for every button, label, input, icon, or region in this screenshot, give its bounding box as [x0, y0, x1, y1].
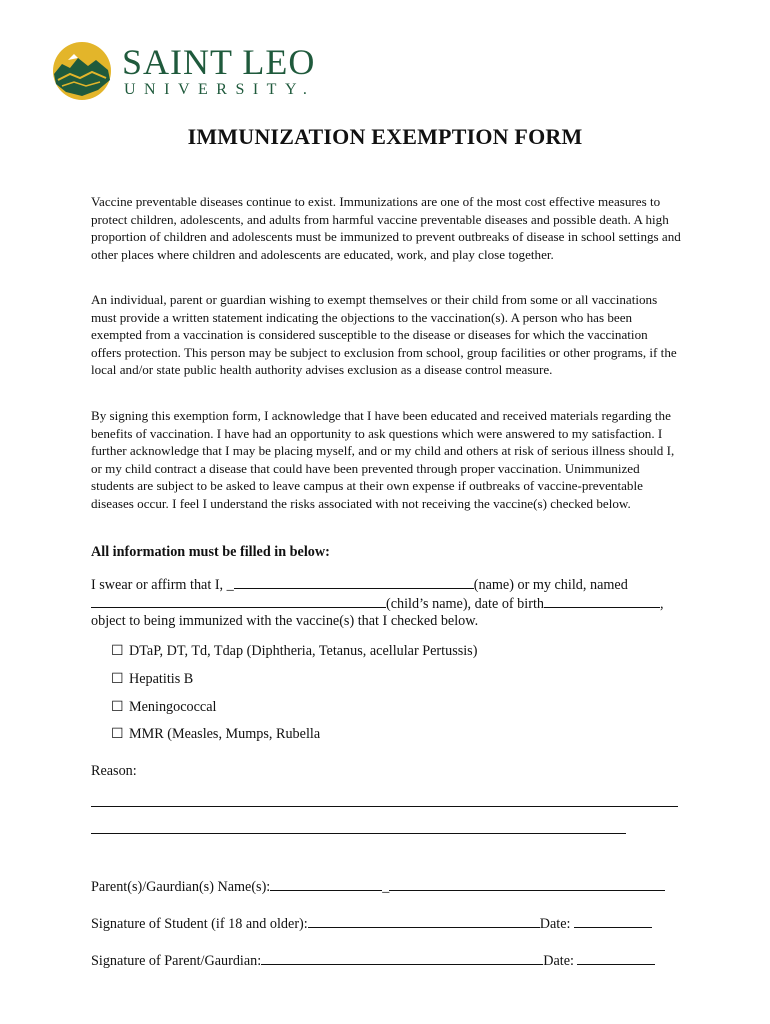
oath-line-3 [91, 612, 691, 631]
oath-text-3: (child’s name), date of birth [386, 596, 544, 612]
acknowledgement-paragraph: By signing this exemption form, I acknowledge that I have been educated and received materials regarding the benefits of vaccination. I have had an opportunity to ask questions which were answered to my satisfaction. I further acknowledge that I may be placing myself, and or my child and others at risk of serious illness should I, or my child contract a disease that could have been prevented through proper vaccination. Unimmunized students are subject to be asked to leave campus at their own expense if outbreaks of vaccine-preventable diseases occur. I feel I understand the risks associated with not receiving the vaccine(s) checked below. [91, 408, 675, 511]
date-of-birth-field[interactable] [544, 593, 660, 608]
checkbox-icon[interactable]: ☐ [111, 671, 124, 687]
reason-line-1[interactable] [91, 806, 678, 807]
parent-date-label: Date: [543, 953, 574, 969]
student-signature-field[interactable] [308, 913, 540, 928]
vaccine-label: DTaP, DT, Td, Tdap (Diphtheria, Tetanus, acellular Pertussis) [129, 643, 478, 659]
guardian-names-row [91, 876, 665, 896]
guardian-names-field-1[interactable] [270, 876, 382, 891]
saint-leo-emblem-icon [48, 40, 120, 102]
oath-text-1: I swear or affirm that I, _ [91, 577, 234, 593]
child-name-field[interactable] [91, 593, 386, 608]
guardian-names-field-2[interactable] [389, 876, 665, 891]
vaccine-option-meningococcal[interactable] [111, 699, 216, 716]
vaccine-option-mmr[interactable] [111, 726, 320, 743]
student-date-field[interactable] [574, 913, 652, 928]
student-signature-row [91, 913, 652, 933]
name-field[interactable] [234, 574, 474, 589]
parent-date-field[interactable] [577, 950, 655, 965]
vaccine-label: MMR (Measles, Mumps, Rubella [129, 726, 321, 742]
oath-line-2 [91, 593, 691, 614]
logo-subtitle: UNIVERSITY. [124, 81, 316, 98]
checkbox-icon[interactable]: ☐ [111, 726, 124, 742]
vaccine-label: Hepatitis B [129, 671, 194, 687]
logo-name: SAINT LEO [122, 42, 316, 82]
vaccine-option-hepatitis-b[interactable] [111, 671, 193, 688]
logo-wordmark [122, 44, 315, 100]
university-logo [48, 40, 316, 102]
parent-signature-field[interactable] [261, 950, 543, 965]
guardian-names-separator: _ [382, 879, 390, 895]
reason-label: Reason: [91, 763, 137, 779]
oath-text-2: (name) or my child, named [473, 577, 628, 593]
checkbox-icon[interactable]: ☐ [111, 643, 124, 659]
oath-line-1 [91, 574, 691, 595]
student-date-label: Date: [539, 916, 571, 932]
parent-signature-label: Signature of Parent/Gaurdian: [91, 953, 262, 969]
instruction-heading: All information must be filled in below: [91, 544, 330, 560]
oath-text-4: , [659, 596, 664, 612]
reason-line-2[interactable] [91, 833, 626, 834]
student-signature-label: Signature of Student (if 18 and older): [91, 916, 308, 932]
checkbox-icon[interactable]: ☐ [111, 699, 124, 715]
intro-paragraph: Vaccine preventable diseases continue to exist. Immunizations are one of the most cost effective measures to protect children, adolescents, and adults from harmful vaccine preventable diseases and possible death. A high proportion of children and adolescents must be immunized to prevent outbreaks of disease in school settings and other places where children and adolescents are educated, work, and play close together. [91, 194, 681, 262]
vaccine-option-dtap[interactable] [111, 643, 477, 660]
guardian-names-label: Parent(s)/Gaurdian(s) Name(s): [91, 879, 271, 895]
form-title: IMMUNIZATION EXEMPTION FORM [187, 124, 583, 149]
parent-signature-row [91, 950, 655, 970]
oath-text-5: object to being immunized with the vaccine(s) that I checked below. [91, 613, 479, 629]
exemption-paragraph: An individual, parent or guardian wishing to exempt themselves or their child from some or all vaccinations must provide a written statement indicating the objections to the vaccination(s). A person who has been exempted from a vaccination is considered susceptible to the disease or diseases for which the vaccination offers protection. This person may be subject to exclusion from school, group facilities or other programs, if the local and/or state public health authority advises exclusion as a disease control measure. [91, 292, 677, 378]
vaccine-label: Meningococcal [129, 699, 217, 715]
